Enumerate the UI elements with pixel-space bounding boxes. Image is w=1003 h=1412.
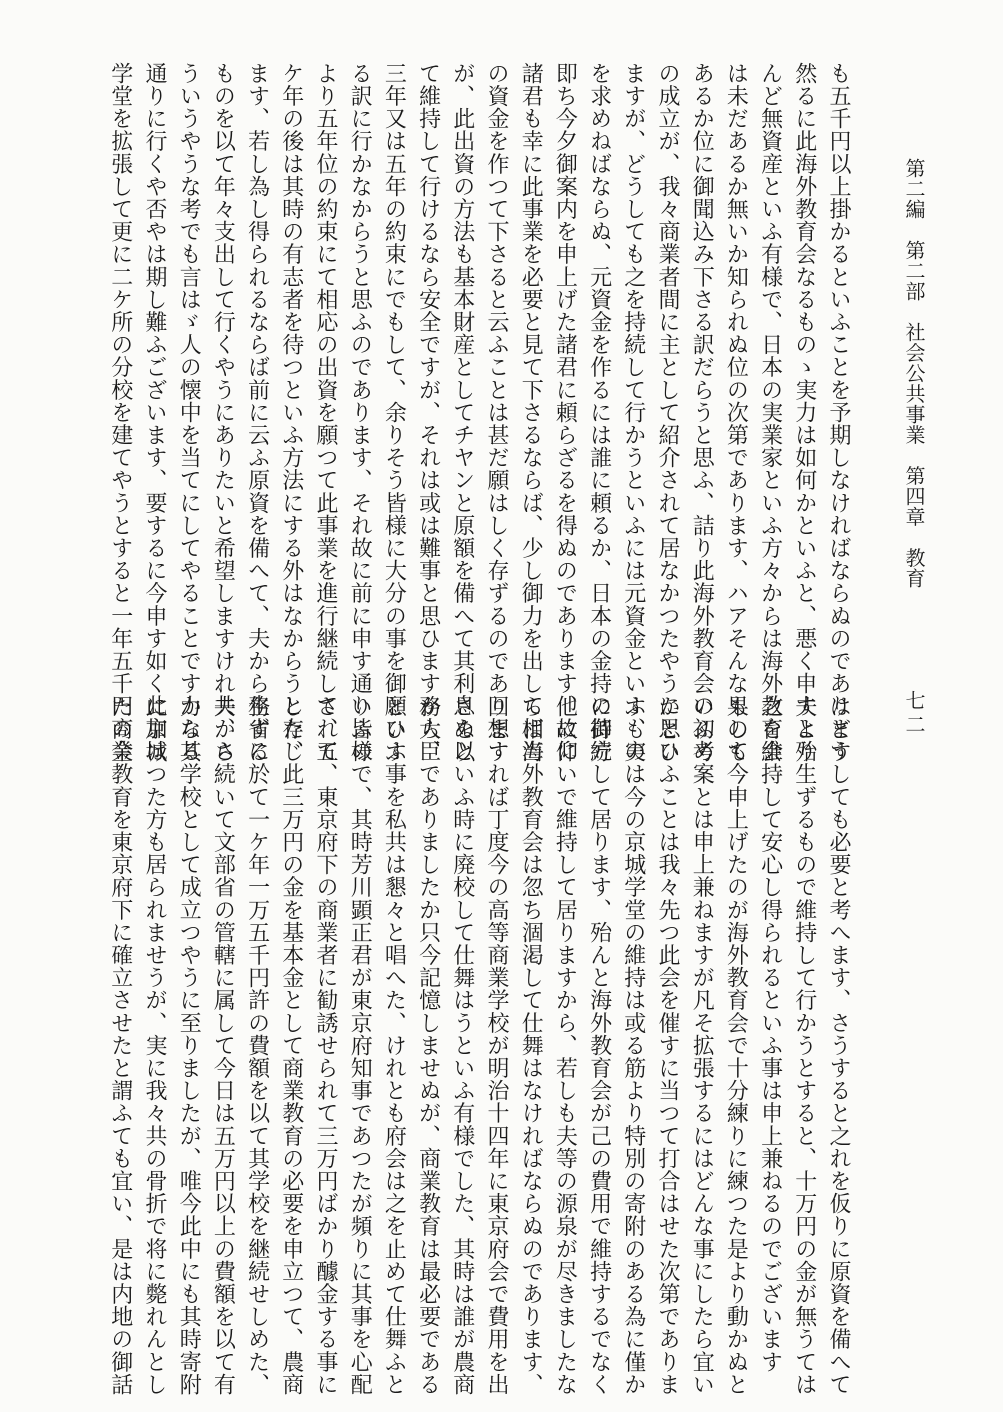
text-column: 回想すれば丁度今の高等商業学校が明治十四年に東京府会で費用を出 xyxy=(484,695,509,1396)
text-column: 諸君も幸に此事業を必要と見て下さるならば、少し御力を出して相当 xyxy=(518,62,544,763)
text-column: より五年位の約束にて相応の出資を願つて此事業を進行継続して、五 xyxy=(313,62,338,763)
text-column: あるか位に御聞込み下さる訳だらうと思ふ、詰り此海外教育会の初め xyxy=(689,62,715,763)
text-column: らば海外教育会は忽ち涸渇して仕舞はなければならぬのであります、 xyxy=(518,695,544,1396)
text-column: 務省に於て一ケ年一万五千円許の費額を以て其学校を継続せしめた、 xyxy=(244,695,270,1396)
text-column: 務大臣でありましたか只今記憶しませぬが、商業教育は最必要である xyxy=(415,695,441,1396)
text-column: ものを以て年々支出して行くやうにありたいと希望しますけれ共、さ xyxy=(210,62,236,763)
text-column: す、実は今の京城学堂の維持は或る筋より特別の寄附のある為に僅か xyxy=(620,695,646,1396)
text-column: した、此三万円の金を基本金として商業教育の必要を申立つて、農商 xyxy=(278,695,304,1396)
text-column: 即ち今夕御案内を申上げた諸君に頼らざるを得ぬのであります、故に xyxy=(552,62,578,763)
text-column: 夫から続いて文部省の管轄に属して今日は五万円以上の費額を以て有 xyxy=(210,695,236,1396)
text-column: 三年又は五年の約束にでもして、余りそう皆様に大分の事を御願ひす xyxy=(381,62,407,763)
text-column: 力なる学校として成立つやうに至りましたが、唯今此中にも其時寄附 xyxy=(176,695,202,1396)
text-column: いふ考案とは申上兼ねますが凡そ拡張するにはどんな事にしたら宜い xyxy=(689,695,715,1396)
text-column: た商業教育を東京府下に確立させたと謂ふても宜い、是は内地の御話 xyxy=(107,695,133,1396)
text-column: かといふことは我々先つ此会を催すに当つて打合はせた次第でありま xyxy=(655,695,680,1396)
text-column: 他に仰いで維持して居りますから、若しも夫等の源泉が尽きましたな xyxy=(552,695,578,1396)
text-column: ますが、どうしても之を持続して行かうといふには元資金といふもの xyxy=(620,62,646,763)
text-column: されて、東京府下の商業者に勧誘せられて三万円ばかり醵金する事に xyxy=(313,695,338,1396)
text-column: が、此出資の方法も基本財産としてチヤンと原額を備へて其利息を以 xyxy=(449,62,475,763)
text-column: 夫より生ずるもので維持して行かうとすると、十万円の金が無うては xyxy=(791,695,817,1396)
text-column: は未だあるか無いか知られぬ位の次第であります、ハアそんなものも xyxy=(723,62,749,763)
text-column: る訳に行かなからうと思ふのであります、それ故に前に申す通り皆様 xyxy=(347,62,373,763)
text-column: といふ事を私共は懇々と唱へた、けれとも府会は之を止めて仕舞ふと xyxy=(381,695,407,1396)
text-column: の成立が、我々商業者間に主として紹介されて居なかつたやうに思ひ xyxy=(655,62,680,763)
text-column: ます、若し為し得られるならば前に云ふ原資を備へて、夫から生ずる xyxy=(244,62,270,763)
text-column: いふので、其時芳川顕正君が東京府知事であつたが頻りに其事を心配 xyxy=(347,695,373,1396)
text-column: の資金を作つて下さると云ふことは甚だ願はしく存ずるのであります xyxy=(484,62,509,763)
text-column: んど無資産といふ有様で、日本の実業家といふ方々からは海外教育会 xyxy=(757,62,783,763)
text-column: に持続して居ります、殆んと海外教育会が己の費用で維持するでなく xyxy=(586,695,612,1396)
text-column: 果して今申上げたのが海外教育会で十分練りに練つた是より動かぬと xyxy=(723,695,749,1396)
text-column: も五千円以上掛かるといふことを予期しなければならぬのであります xyxy=(826,62,851,763)
running-head: 第二編 第二部 社会公共事業 第四章 教育 xyxy=(902,158,926,589)
text-column: はどうしても必要と考へます、さうすると之れを仮りに原資を備へて xyxy=(826,695,851,1396)
text-column: に加はつた方も居られませうが、実に我々共の骨折で将に斃れんとし xyxy=(142,695,167,1396)
text-column: さぬといふ時に廃校して仕舞はうといふ有様でした、其時は誰が農商 xyxy=(449,695,475,1396)
text-column: を求めねばならぬ、元資金を作るには誰に頼るか、日本の金持の御方 xyxy=(586,62,612,763)
text-column: て維持して行けるなら安全ですが、それは或は難事と思ひますから、 xyxy=(415,62,441,763)
page-number: 七二 xyxy=(902,690,926,738)
text-column: ういうやうな考でも言はゞ人の懐中を当てにしてやることですから其 xyxy=(176,62,202,763)
text-column: 通りに行くや否やは期し難ふございます、要するに今申す如く此京城 xyxy=(142,62,167,763)
text-column: ケ年の後は其時の有志者を待つといふ方法にする外はなからうと存じ xyxy=(278,62,304,763)
text-column: 学堂を拡張して更に二ケ所の分校を建てやうとすると一年五千円の金 xyxy=(107,62,133,763)
text-column: 之を維持して安心し得られるといふ事は申上兼ねるのでございます xyxy=(757,695,783,1373)
text-column: 然るに此海外教育会なるものゝ実力は如何かといふと、悪く申すと殆 xyxy=(791,62,817,763)
